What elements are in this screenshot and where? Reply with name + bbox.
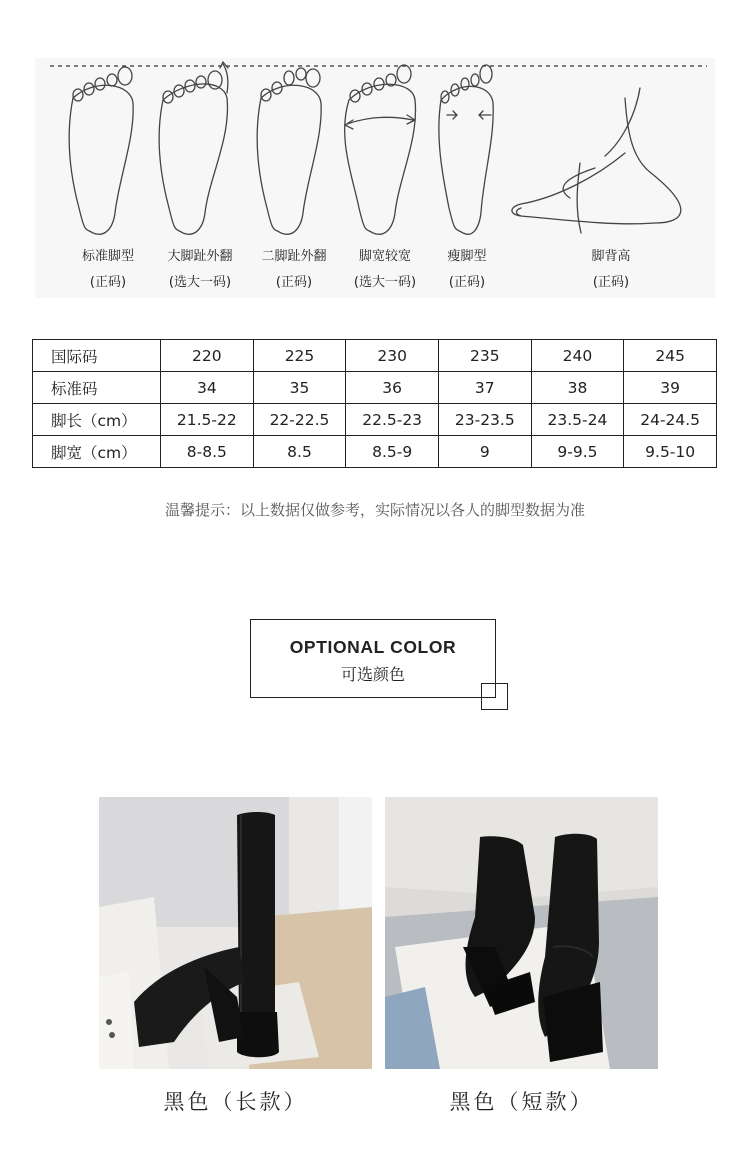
table-cell: 22.5-23 [346, 404, 439, 436]
table-cell: 8.5 [253, 436, 346, 468]
table-cell: 240 [531, 340, 624, 372]
foot-type-name: 脚宽较宽 [358, 249, 411, 264]
table-cell: 39 [624, 372, 717, 404]
foot-type-thin [417, 244, 517, 296]
row-header: 标准码 [33, 372, 161, 404]
table-cell: 22-22.5 [253, 404, 346, 436]
foot-type-name: 瘦脚型 [447, 249, 487, 264]
foot-type-bunion [150, 244, 250, 296]
table-cell: 220 [161, 340, 254, 372]
table-cell: 8-8.5 [161, 436, 254, 468]
foot-type-illustration [35, 58, 715, 298]
high-instep-foot-sketch [512, 88, 681, 233]
table-row [33, 436, 717, 468]
decorative-corner-square [481, 683, 508, 710]
thin-foot-sketch [439, 65, 493, 234]
table-row [33, 372, 717, 404]
foot-type-hint: (正码) [592, 275, 630, 290]
foot-type-standard [58, 244, 158, 296]
table-cell: 24-24.5 [624, 404, 717, 436]
product-photo-tall-boot[interactable] [99, 797, 372, 1069]
foot-type-name: 脚背高 [591, 249, 631, 264]
table-cell: 21.5-22 [161, 404, 254, 436]
foot-type-second-toe [244, 244, 344, 296]
foot-type-name: 大脚趾外翻 [167, 249, 233, 264]
table-cell: 8.5-9 [346, 436, 439, 468]
bunion-foot-sketch [159, 62, 228, 234]
foot-type-name: 二脚趾外翻 [261, 249, 327, 264]
product-caption-short: 黑色（短款） [449, 1090, 594, 1114]
foot-type-hint: (正码) [275, 275, 313, 290]
table-cell: 23.5-24 [531, 404, 624, 436]
foot-type-hint: (正码) [89, 275, 127, 290]
foot-type-high-instep [561, 244, 661, 296]
table-cell: 23-23.5 [438, 404, 531, 436]
table-cell: 230 [346, 340, 439, 372]
table-cell: 35 [253, 372, 346, 404]
row-header: 脚长（cm） [33, 404, 161, 436]
foot-type-hint: (正码) [448, 275, 486, 290]
table-cell: 37 [438, 372, 531, 404]
table-cell: 235 [438, 340, 531, 372]
second-toe-foot-sketch [257, 68, 321, 234]
table-row [33, 340, 717, 372]
foot-type-name: 标准脚型 [81, 249, 134, 264]
row-header: 国际码 [33, 340, 161, 372]
optional-color-title-en: OPTIONAL COLOR [289, 637, 457, 657]
row-header: 脚宽（cm） [33, 436, 161, 468]
table-row [33, 404, 717, 436]
foot-type-hint: (选大一码) [168, 275, 232, 290]
foot-type-hint: (选大一码) [353, 275, 417, 290]
optional-color-title-cn: 可选颜色 [340, 665, 405, 684]
table-cell: 38 [531, 372, 624, 404]
short-boot-illustration [385, 797, 658, 1069]
table-cell: 245 [624, 340, 717, 372]
size-table [32, 339, 717, 468]
optional-color-heading [250, 619, 496, 698]
table-cell: 9-9.5 [531, 436, 624, 468]
table-cell: 36 [346, 372, 439, 404]
sizing-note: 温馨提示：以上数据仅做参考，实际情况以各人的脚型数据为准 [164, 501, 585, 519]
wide-foot-sketch [345, 65, 416, 234]
table-cell: 9 [438, 436, 531, 468]
table-cell: 225 [253, 340, 346, 372]
product-photo-short-boot[interactable] [385, 797, 658, 1069]
table-cell: 9.5-10 [624, 436, 717, 468]
table-cell: 34 [161, 372, 254, 404]
product-caption-tall: 黑色（长款） [163, 1090, 308, 1114]
standard-foot-sketch [69, 67, 133, 234]
tall-boot-illustration [99, 797, 372, 1069]
